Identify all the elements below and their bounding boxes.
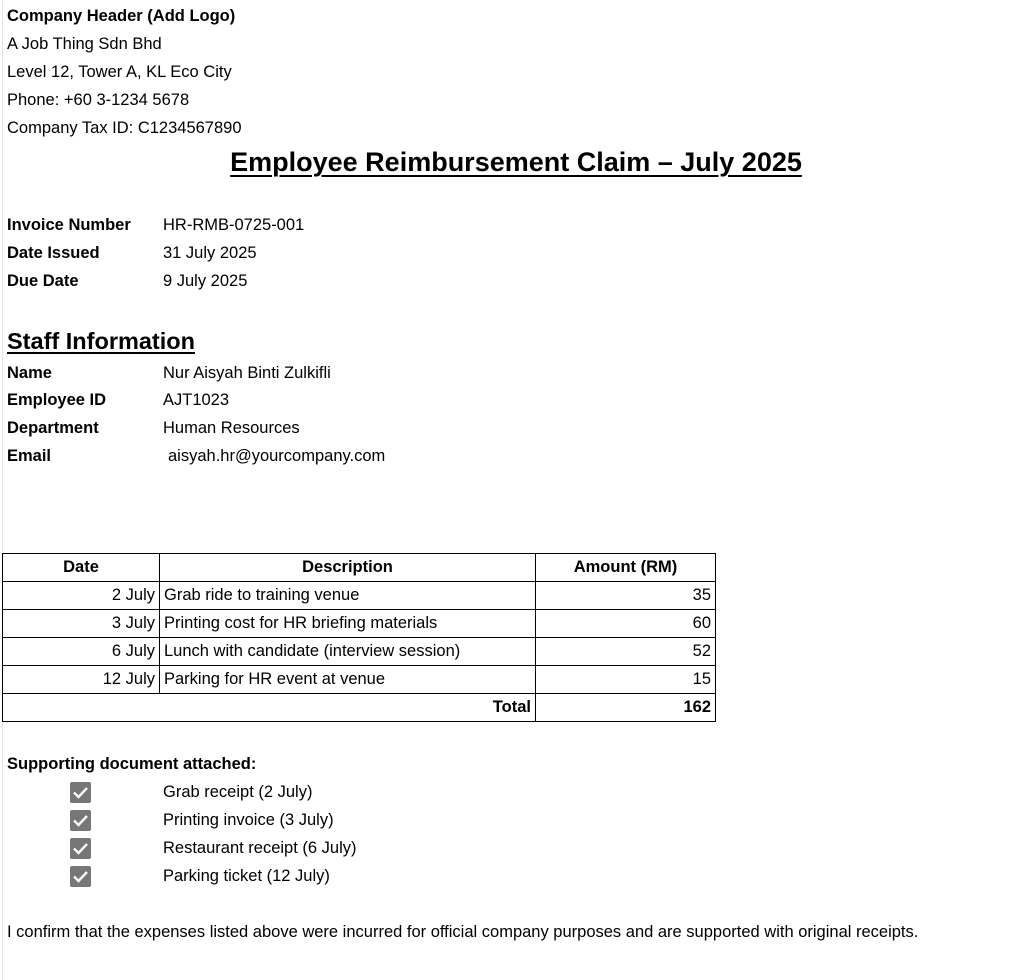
document-title: Employee Reimbursement Claim – July 2025	[230, 147, 802, 177]
supporting-docs-heading: Supporting document attached:	[7, 755, 257, 773]
row-date: 6 July	[3, 638, 160, 666]
staff-name-value: Nur Aisyah Binti Zulkifli	[163, 364, 331, 382]
staff-info-heading: Staff Information	[7, 328, 195, 354]
claims-table	[2, 553, 716, 722]
date-issued-label: Date Issued	[7, 244, 100, 262]
header-date: Date	[3, 554, 160, 582]
employee-id-value: AJT1023	[163, 391, 230, 409]
header-amount: Amount (RM)	[536, 554, 716, 582]
employee-id-label: Employee ID	[7, 391, 107, 409]
row-description: Grab ride to training venue	[160, 582, 536, 610]
supporting-doc-label: Parking ticket (12 July)	[163, 867, 330, 885]
company-header: Company Header (Add Logo)	[7, 7, 236, 25]
due-date-value: 9 July 2025	[163, 272, 248, 290]
row-amount: 52	[536, 638, 716, 666]
row-amount: 35	[536, 582, 716, 610]
company-address: Level 12, Tower A, KL Eco City	[7, 63, 232, 81]
supporting-doc-label: Grab receipt (2 July)	[163, 783, 313, 801]
company-name: A Job Thing Sdn Bhd	[7, 35, 162, 53]
table-header-row	[3, 554, 716, 582]
checkbox-checked-icon[interactable]	[70, 782, 91, 803]
date-issued-value: 31 July 2025	[163, 244, 257, 262]
table-row	[3, 610, 716, 638]
supporting-doc-item	[70, 809, 334, 831]
row-amount: 15	[536, 666, 716, 694]
supporting-doc-label: Printing invoice (3 July)	[163, 811, 334, 829]
table-row	[3, 638, 716, 666]
supporting-doc-label: Restaurant receipt (6 July)	[163, 839, 357, 857]
row-amount: 60	[536, 610, 716, 638]
supporting-doc-item	[70, 865, 330, 887]
company-tax-id: Company Tax ID: C1234567890	[7, 119, 242, 137]
checkbox-checked-icon[interactable]	[70, 810, 91, 831]
checkbox-checked-icon[interactable]	[70, 866, 91, 887]
company-phone: Phone: +60 3-1234 5678	[7, 91, 190, 109]
invoice-number-value: HR-RMB-0725-001	[163, 216, 305, 234]
checkbox-checked-icon[interactable]	[70, 838, 91, 859]
total-row	[3, 694, 716, 722]
invoice-number-label: Invoice Number	[7, 216, 131, 234]
staff-name-label: Name	[7, 364, 52, 382]
email-value: aisyah.hr@yourcompany.com	[168, 447, 386, 465]
department-value: Human Resources	[163, 419, 300, 437]
confirmation-statement: I confirm that the expenses listed above were incurred for official company purposes and are supported with original receipts.	[7, 923, 919, 941]
header-description: Description	[160, 554, 536, 582]
row-date: 2 July	[3, 582, 160, 610]
row-description: Lunch with candidate (interview session)	[160, 638, 536, 666]
due-date-label: Due Date	[7, 272, 79, 290]
department-label: Department	[7, 419, 99, 437]
table-row	[3, 666, 716, 694]
total-value: 162	[536, 694, 716, 722]
supporting-doc-item	[70, 781, 313, 803]
table-row	[3, 582, 716, 610]
row-date: 12 July	[3, 666, 160, 694]
row-description: Parking for HR event at venue	[160, 666, 536, 694]
row-description: Printing cost for HR briefing materials	[160, 610, 536, 638]
email-label: Email	[7, 447, 52, 465]
row-date: 3 July	[3, 610, 160, 638]
supporting-doc-item	[70, 837, 357, 859]
total-label: Total	[3, 694, 536, 722]
